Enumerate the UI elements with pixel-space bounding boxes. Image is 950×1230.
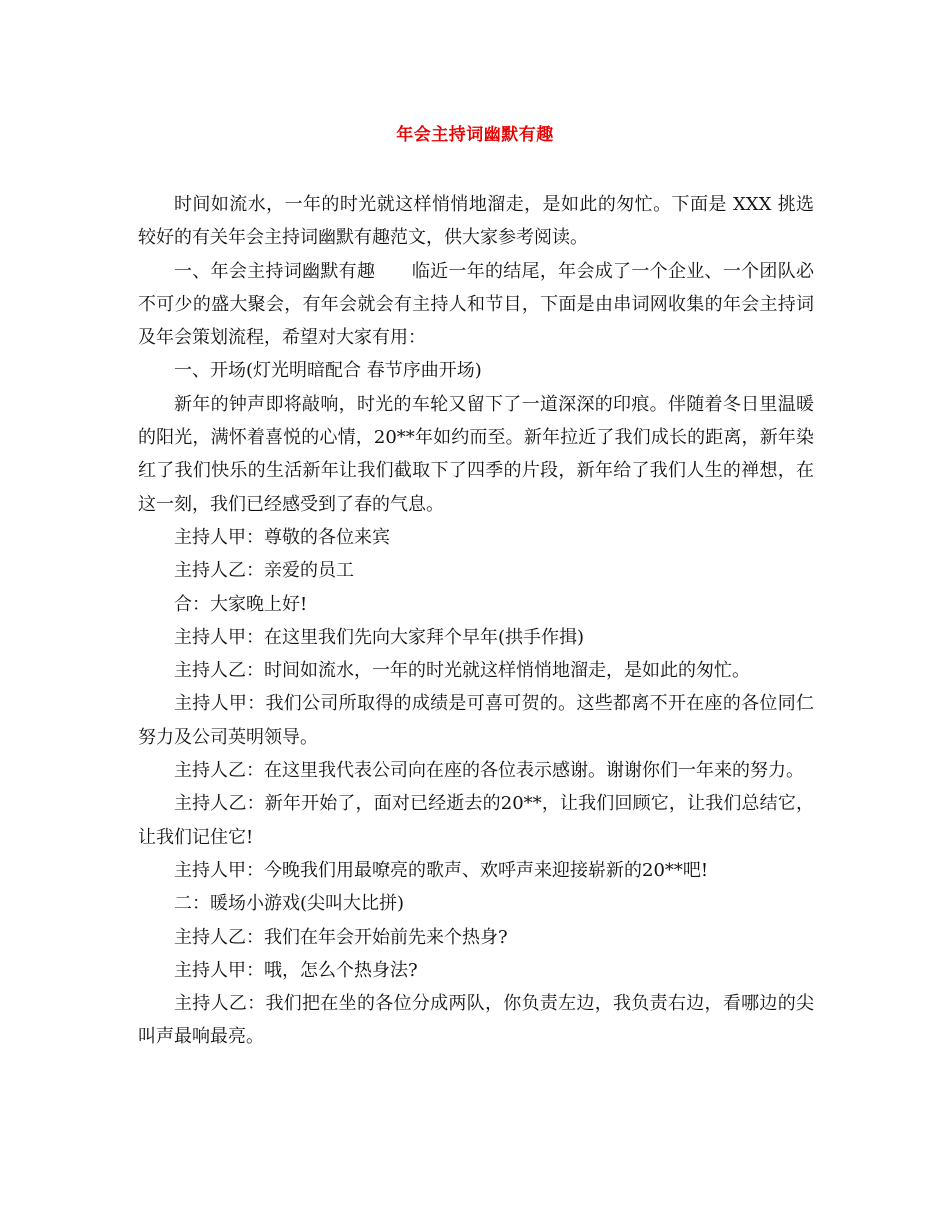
- paragraph-dialogue-line: 主持人甲：哦，怎么个热身法?: [174, 959, 418, 981]
- paragraph-dialogue-line: 主持人甲：在这里我们先向大家拜个早年(拱手作揖): [174, 626, 585, 648]
- paragraph-opening-heading: 一、开场(灯光明暗配合 春节序曲开场): [174, 360, 482, 382]
- paragraph-dialogue-line: 主持人乙：在这里我代表公司向在座的各位表示感谢。谢谢你们一年来的努力。: [174, 760, 804, 782]
- paragraph-dialogue-line: 主持人乙：我们在年会开始前先来个热身?: [174, 926, 508, 948]
- paragraph-dialogue-line: 主持人甲：今晚我们用最嘹亮的歌声、欢呼声来迎接崭新的20**吧!: [174, 859, 709, 881]
- paragraph-game-heading: 二：暖场小游戏(尖叫大比拼): [174, 893, 405, 915]
- paragraph-intro: 时间如流水，一年的时光就这样悄悄地溜走，是如此的匆忙。下面是 XXX 挑选较好的有关年会主持词幽默有趣范文，供大家参考阅读。: [138, 194, 814, 249]
- paragraph-dialogue-line: 主持人乙：新年开始了，面对已经逝去的20**，让我们回顾它，让我们总结它，让我们记住它!: [138, 793, 814, 848]
- paragraph-section-one: 一、年会主持词幽默有趣 临近一年的结尾，年会成了一个企业、一个团队必不可少的盛大聚会，有年会就会有主持人和节目，下面是由串词网收集的年会主持词及年会策划流程，希望对大家有用：: [138, 260, 814, 349]
- paragraph-new-year: 新年的钟声即将敲响，时光的车轮又留下了一道深深的印痕。伴随着冬日里温暖的阳光，满怀着喜悦的心情，20**年如约而至。新年拉近了我们成长的距离，新年染红了我们快乐的生活新年让我们截取下了四季的片段，新年给了我们人生的禅想，在这一刻，我们已经感受到了春的气息。: [138, 393, 814, 515]
- paragraph-dialogue-line: 主持人甲：尊敬的各位来宾: [174, 526, 390, 548]
- paragraph-dialogue-line: 合：大家晚上好!: [174, 593, 308, 615]
- paragraph-dialogue-line: 主持人乙：我们把在坐的各位分成两队，你负责左边，我负责右边，看哪边的尖叫声最响最亮。: [138, 993, 814, 1048]
- document-body: [138, 188, 814, 1054]
- document-title: 年会主持词幽默有趣: [396, 125, 554, 145]
- paragraph-dialogue-line: 主持人乙：时间如流水，一年的时光就这样悄悄地溜走，是如此的匆忙。: [174, 660, 750, 682]
- paragraph-dialogue-line: 主持人甲：我们公司所取得的成绩是可喜可贺的。这些都离不开在座的各位同仁努力及公司英明领导。: [138, 693, 814, 748]
- paragraph-dialogue-line: 主持人乙：亲爱的员工: [174, 560, 354, 582]
